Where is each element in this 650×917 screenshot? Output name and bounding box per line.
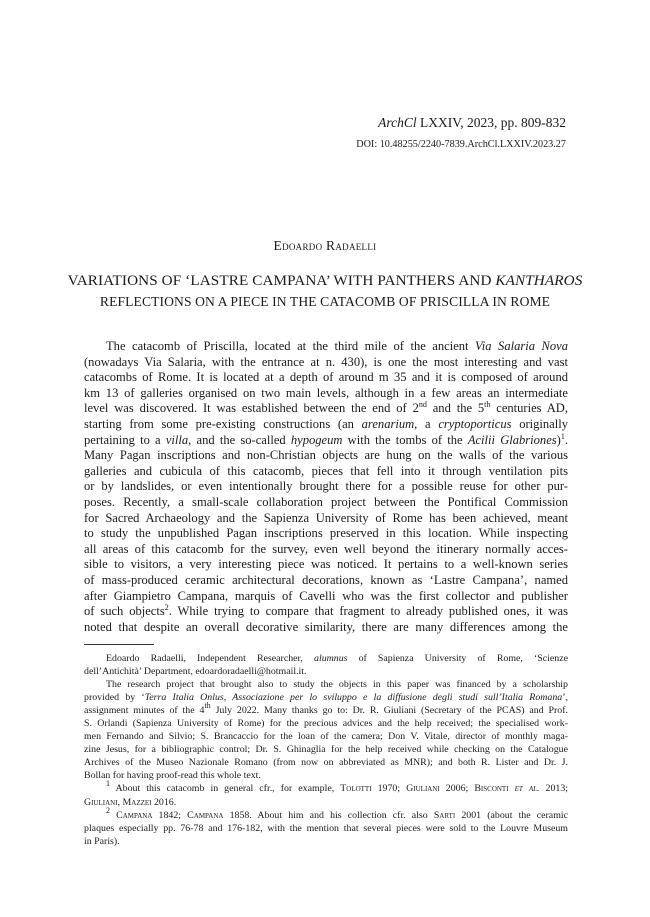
body-line: Many Pagan inscriptions and non-Christian objects are hung on the walls of the various [84,448,568,463]
body-line: catacombs of Rome. It is located at a depth of around m 35 and it is composed of around [84,370,568,385]
body-line: (nowadays Via Salaria, with the entrance at n. 430), is one the most interesting and vast [84,354,568,369]
footnote-line: Edoardo Radaelli, Independent Researcher, alumnus of Sapienza University of Rome, ‘Scienze [106,653,568,664]
footnote-line: S. Orlandi (Sapienza University of Rome) for the precious advices and the help received; the specialised work- [84,718,568,730]
body-line: of such objects$^2$. While trying to compare that fragment to already published ones, it was [84,603,568,619]
footnote-ref-2[interactable]: 2 [164,603,169,613]
footnote-2: $^2$ Campana 1842; Campana 1858. About him and his collection cfr. also Sarti 2001 (about the ceramic [106,805,568,821]
footnote-line: The research project that brought also to study the objects in this paper was financed by a scholarship [106,679,568,691]
body-line: all areas of this catacomb for the survey, even well beyond the itinerary normally acces- [84,541,568,556]
footnote-line: men Fernando and Silvio; S. Brancaccio for the loan of the camera; Don V. Vitale, director of monthly maga- [84,731,568,743]
body-line: level was discovered. It was established between the end of 2nd and the 5th centuries AD, [84,400,568,416]
author-name: Edoardo Radaelli [273,238,377,253]
footnote-line: Bollan for having proof-read this whole text. [84,770,261,782]
footnote-line: in Paris). [84,835,120,847]
article-title [0,272,650,290]
doi-line: DOI: 10.48255/2240-7839.ArchCl.LXXIV.2023.27 [356,139,566,150]
body-line: galleries and cubicula of this catacomb, pieces that fell into it through ventilation pits [84,463,568,478]
journal-volume-pages: LXXIV, 2023, pp. 809-832 [416,115,566,130]
footnote-1: $^1$ About this catacomb in general cfr., for example, Tolotti 1970; Giuliani 2006; Bisconti et al. 2013; [106,779,569,795]
journal-citation [378,115,566,131]
body-line: sible to visitors, a very interesting piece was noticed. It pertains to a well-known series [84,557,568,572]
body-line: or by landslides, or even intentionally brought there for a possible reuse for other pur- [84,479,568,494]
journal-name: ArchCl [378,115,417,130]
body-paragraph [84,339,568,635]
body-line: pertaining to a villa, and the so-called hypogeum with the tombs of the Acilii Glabriones)$^1$. [84,431,568,447]
footnote-line: dell’Antichità’ Department, edoardoradaelli@hotmail.it. [84,666,307,678]
body-line: km 13 of galleries organised on two main levels, although in a few areas an intermediate [84,385,568,400]
footnotes [84,652,568,848]
body-line: The catacomb of Priscilla, located at the third mile of the ancient Via Salaria Nova [106,339,568,353]
body-line: starting from some pre-existing constructions (an arenarium, a cryptoporticus originally [84,416,568,431]
title-text: VARIATIONS OF ‘LASTRE CAMPANA’ WITH PANTHERS AND [67,272,496,289]
footnote-ref-1[interactable]: 1 [560,431,565,441]
footnote-line: provided by ‘Terra Italia Onlus, Associazione per lo sviluppo e la diffusione degli studi sull’Italia Romana’, [84,692,568,704]
footnote-line: Archives of the Museo Nazionale Romano (from now on abbreviated as MNR); and both R. Lister and Dr. J. [84,757,568,769]
body-line: to study the unpublished Pagan inscriptions preserved in this location. While inspecting [84,526,568,541]
body-line: of mass-produced ceramic architectural decorations, known as ‘Lastre Campana’, named [84,572,568,587]
article-subtitle: REFLECTIONS ON A PIECE IN THE CATACOMB OF PRISCILLA IN ROME [99,294,551,309]
footnote-line: assignment minutes of the 4th July 2022. Many thanks go to: Dr. R. Giuliani (Secretary of the PCAS) and Prof. [84,701,568,717]
body-line: for Sacred Archaeology and the Sapienza University of Rome has been achieved, meant [84,510,568,525]
body-line: after Giampietro Campana, marquis of Cavelli who was the first collector and publisher [84,588,568,603]
footnote-separator [84,644,154,645]
footnote-line: Giuliani, Mazzei 2016. [84,796,177,808]
footnote-line: zine Jesus, for a bibliographic control; Dr. S. Ghinaglia for the help received while checking on the Catalogue [84,744,568,756]
title-italic-term: KANTHAROS [495,272,583,289]
body-line: noted that despite an overall decorative similarity, there are many differences among the [84,619,568,634]
footnote-line: plaques especially pp. 76-78 and 176-182, with the mention that several pieces were sold to the Louvre Museum [84,822,568,834]
body-line: poses. Recently, a small-scale collaboration project between the Pontifical Commission [84,494,568,509]
